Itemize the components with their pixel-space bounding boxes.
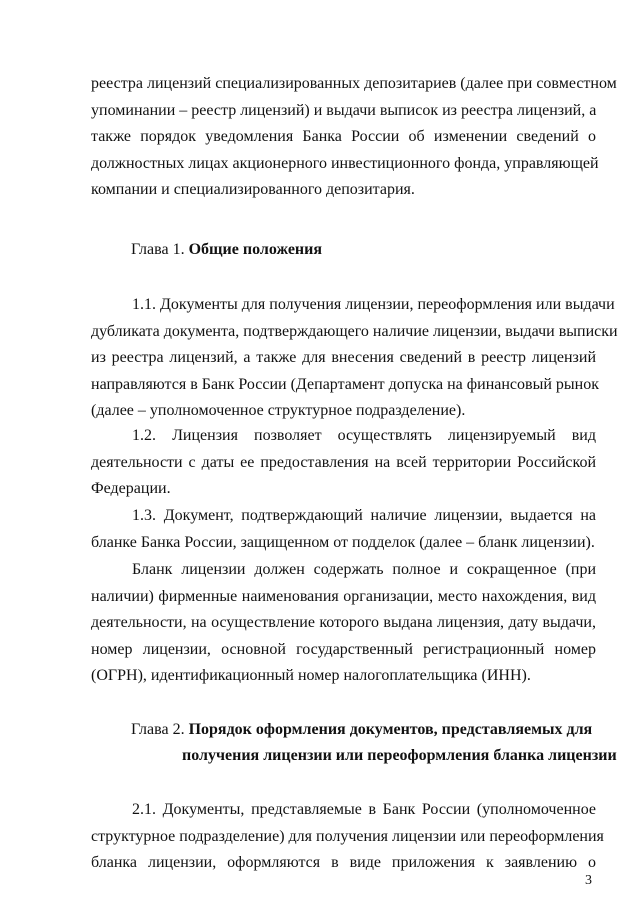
text-line: Бланк лицензии должен содержать полное и сокращенное (при — [132, 561, 596, 578]
text-line: структурное подразделение) для получения лицензии или переоформления — [91, 827, 604, 845]
chapter-prefix: Глава 2. — [131, 721, 185, 738]
chapter-2-heading-line-2 — [182, 743, 617, 769]
text-line: 1.1. Документы для получения лицензии, переоформления или выдачи — [132, 296, 615, 313]
chapter-title: Общие положения — [188, 241, 323, 258]
chapter-prefix: Глава 1. — [131, 241, 185, 258]
text-line: бланка лицензии, оформляются в виде приложения к заявлению о — [91, 854, 596, 871]
paragraph-2-1 — [91, 797, 604, 877]
text-line: из реестра лицензий, а также для внесения сведений в реестр лицензий — [91, 349, 596, 366]
paragraph-1-3 — [91, 503, 596, 556]
text-line: (далее – уполномоченное структурное подразделение). — [91, 402, 466, 419]
text-line: должностных лицах акционерного инвестиционного фонда, управляющей — [91, 154, 599, 172]
text-line: направляются в Банк России (Департамент допуска на финансовый рынок — [91, 375, 599, 393]
text-line: наличии) фирменные наименования организации, место нахождения, вид — [91, 587, 596, 605]
chapter-title: получения лицензии или переоформления бланка лицензии — [182, 747, 617, 764]
intro-paragraph — [91, 71, 617, 204]
text-line: реестра лицензий специализированных депозитариев (далее при совместном — [91, 75, 617, 92]
text-line: деятельности, на осуществление которого выдана лицензия, дату выдачи, — [91, 614, 596, 631]
text-line: упоминании – реестр лицензий) и выдачи выписок из реестра лицензий, а — [91, 101, 597, 119]
text-line: Федерации. — [91, 480, 171, 497]
text-line: 1.2. Лицензия позволяет осуществлять лицензируемый вид — [132, 427, 596, 444]
text-line: компании и специализированного депозитария. — [91, 181, 415, 198]
page-number: 3 — [585, 873, 592, 888]
chapter-title: Порядок оформления документов, представляемых для — [188, 721, 593, 738]
text-line: деятельности с даты ее предоставления на всей территории Российской — [91, 453, 596, 471]
text-line: также порядок уведомления Банка России об изменении сведений о — [91, 128, 596, 145]
chapter-1-heading — [131, 237, 322, 263]
text-line: номер лицензии, основной государственный регистрационный номер — [91, 640, 596, 658]
text-line: 2.1. Документы, представляемые в Банк России (уполномоченное — [132, 801, 596, 818]
text-line: бланке Банка России, защищенном от подделок (далее – бланк лицензии). — [91, 533, 595, 551]
text-line: дубликата документа, подтверждающего наличие лицензии, выдачи выписки — [91, 322, 618, 340]
paragraph-license-form — [91, 557, 596, 690]
text-line: 1.3. Документ, подтверждающий наличие лицензии, выдается на — [132, 507, 596, 524]
text-line: (ОГРН), идентификационный номер налогоплательщика (ИНН). — [91, 667, 531, 684]
paragraph-1-2 — [91, 423, 596, 503]
paragraph-1-1 — [91, 292, 618, 425]
chapter-2-heading-line-1 — [131, 717, 592, 743]
